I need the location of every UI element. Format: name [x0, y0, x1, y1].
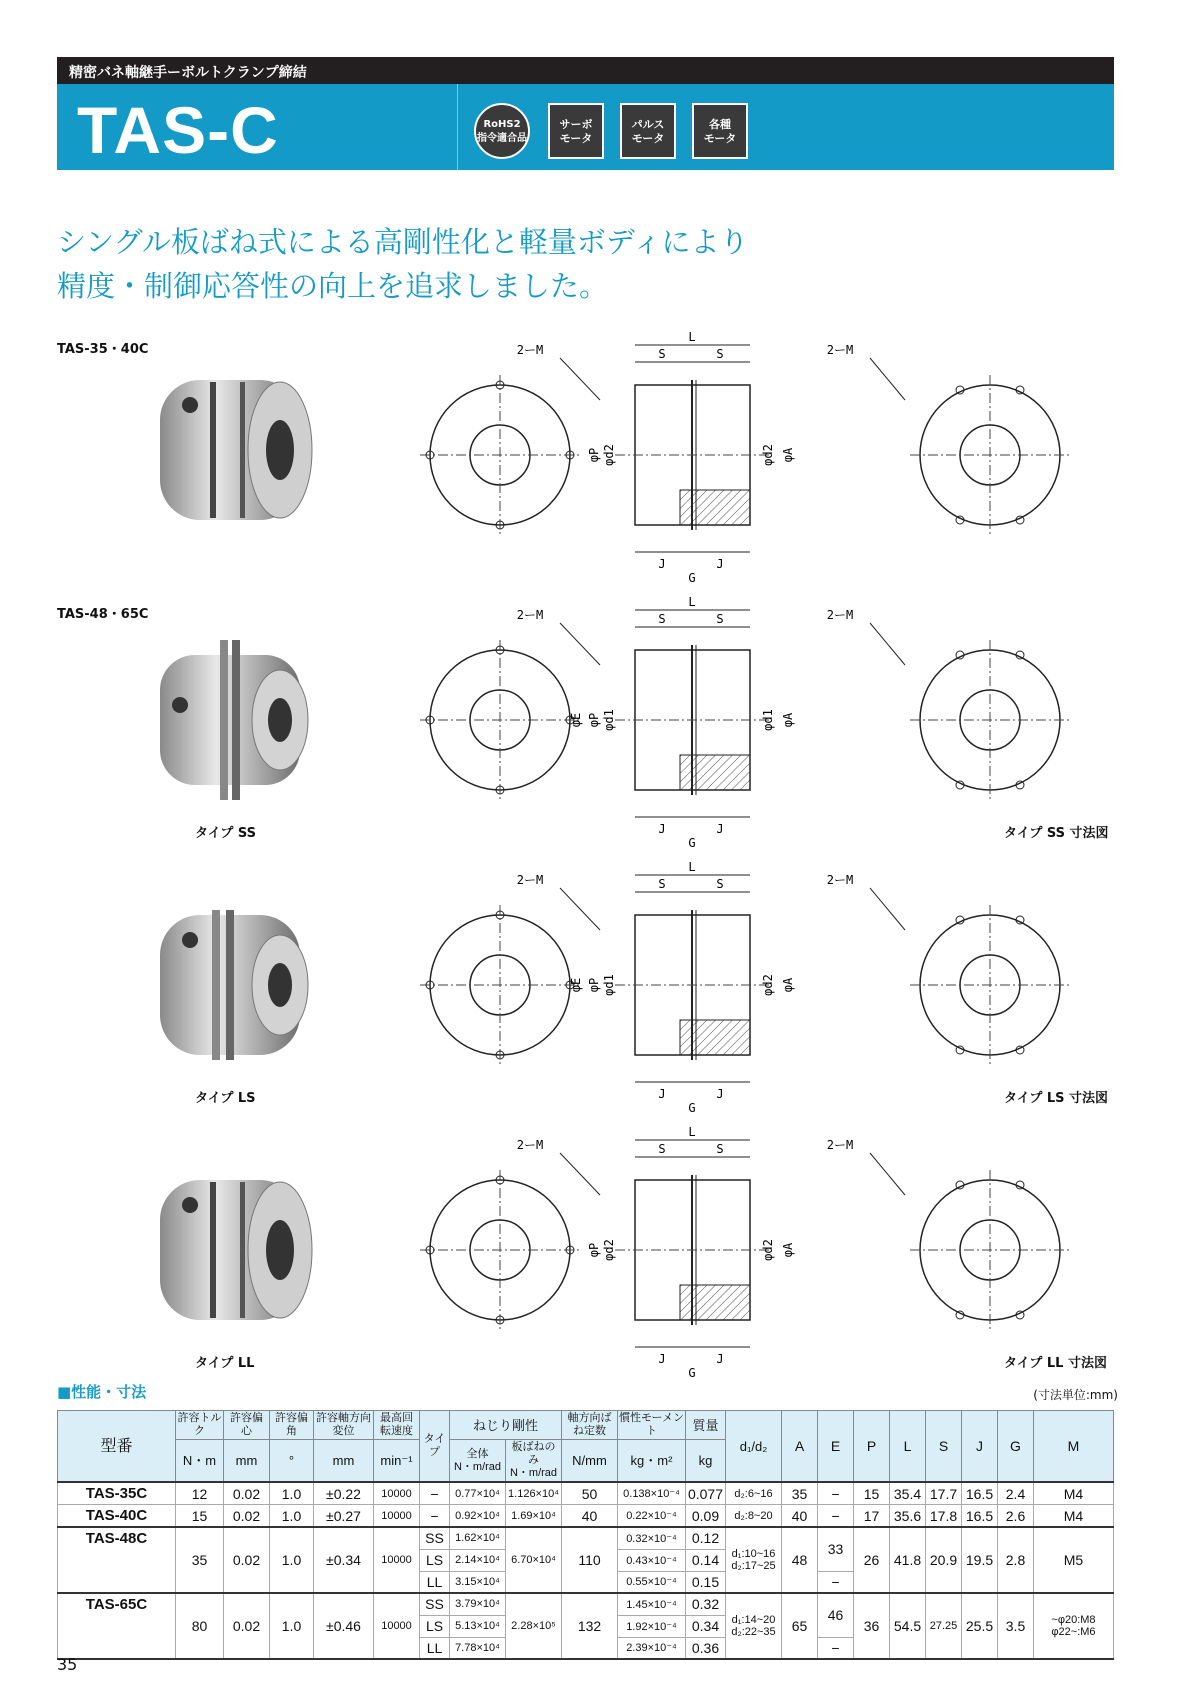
page-number: 35	[57, 1655, 78, 1674]
dim-S-left: S	[658, 1142, 666, 1156]
th-L: L	[890, 1411, 926, 1483]
th-d1d2: d₁/d₂	[726, 1411, 782, 1483]
coupling-photo-ls	[150, 895, 330, 1075]
dim-phiA: φA	[781, 1242, 795, 1258]
caption-type-ls: タイプ LS	[195, 1091, 256, 1106]
section-label-35-40: TAS-35・40C	[57, 342, 149, 357]
th-spring: 軸方向ばね定数	[562, 1411, 618, 1440]
dim-phid-left: φd1	[602, 709, 616, 731]
leader-label-2m-right: 2ーM	[826, 873, 854, 887]
dim-phiE: φE	[569, 977, 583, 993]
dim-S-left: S	[658, 612, 666, 626]
leader-label-2m-left: 2ーM	[516, 343, 544, 357]
dim-L: L	[688, 860, 696, 874]
th-stiff-plate: 板ばねのみ N・m/rad	[506, 1440, 562, 1483]
th-axial-unit: mm	[314, 1440, 374, 1483]
th-S: S	[926, 1411, 962, 1483]
dim-J-left: J	[658, 557, 666, 571]
dim-J-right: J	[716, 1087, 724, 1101]
dim-G: G	[688, 1101, 696, 1115]
dim-caption-ll: タイプ LL 寸法図	[1004, 1356, 1107, 1371]
pulse-motor-badge: パルス モータ	[620, 103, 676, 159]
th-stiff-all: 全体 N・m/rad	[450, 1440, 506, 1483]
dim-S-left: S	[658, 877, 666, 891]
section-label-48-65: TAS-48・65C	[57, 607, 149, 622]
leader-label-2m-left: 2ーM	[516, 608, 544, 622]
coupling-photo-ll	[150, 1160, 330, 1340]
dim-L: L	[688, 330, 696, 344]
th-inertia: 慣性モーメント	[618, 1411, 686, 1440]
th-torque-unit: N・m	[176, 1440, 224, 1483]
table-row-tas65-ls: LS 5.13×10⁴ 1.92×10⁻⁴ 0.34	[58, 1615, 1114, 1637]
dim-S-right: S	[716, 877, 724, 891]
th-speed: 最高回転速度	[374, 1411, 420, 1440]
dim-phiA: φA	[781, 712, 795, 728]
th-torque: 許容トルク	[176, 1411, 224, 1440]
dim-phid-right: φd2	[761, 974, 775, 996]
dim-phiP: φP	[587, 712, 601, 728]
table-row-tas48-ls: LS 2.14×10⁴ 0.43×10⁻⁴ 0.14	[58, 1549, 1114, 1571]
leader-label-2m-right: 2ーM	[826, 608, 854, 622]
tagline	[57, 220, 749, 308]
leader-label-2m-left: 2ーM	[516, 873, 544, 887]
dim-phid-left: φd1	[602, 974, 616, 996]
th-spring-unit: N/mm	[562, 1440, 618, 1483]
dim-J-left: J	[658, 1352, 666, 1366]
th-P: P	[854, 1411, 890, 1483]
category-bar	[57, 57, 1114, 84]
dimension-drawing-1	[400, 330, 1120, 585]
rohs-badge: RoHS2 指令適合品	[474, 103, 530, 159]
spec-title: ■性能・寸法	[57, 1383, 147, 1401]
product-title: TAS-C	[77, 93, 279, 167]
table-row-tas40: TAS-40C 15 0.02 1.0 ±0.27 10000 − 0.92×10⁴ 1.69×10⁴ 40 0.22×10⁻⁴ 0.09 d₂:8~20 40 − 17 35.6 17.8 16.5 2.6 M4	[58, 1505, 1114, 1528]
dim-phiA: φA	[781, 447, 795, 463]
dim-S-left: S	[658, 347, 666, 361]
unit-note: (寸法単位:mm)	[1033, 1388, 1118, 1402]
dim-phiP: φP	[587, 977, 601, 993]
th-J: J	[962, 1411, 998, 1483]
dim-phid-right: φd1	[761, 709, 775, 731]
leader-label-2m-right: 2ーM	[826, 343, 854, 357]
dim-caption-ls: タイプ LS 寸法図	[1004, 1091, 1109, 1106]
dim-phid-right: φd2	[761, 444, 775, 466]
th-G: G	[998, 1411, 1034, 1483]
dim-phiP: φP	[587, 1242, 601, 1258]
dim-caption-ss: タイプ SS 寸法図	[1004, 826, 1109, 841]
th-axial: 許容軸方向変位	[314, 1411, 374, 1440]
dim-S-right: S	[716, 347, 724, 361]
th-mass-unit: kg	[686, 1440, 726, 1483]
table-row-tas35: TAS-35C 12 0.02 1.0 ±0.22 10000 − 0.77×10⁴ 1.126×10⁴ 50 0.138×10⁻⁴ 0.077 d₂:6~16 35 − 15 35.4 17.7 16.5 2.4 M4	[58, 1482, 1114, 1505]
tagline-line1: シングル板ばね式による高剛性化と軽量ボディにより	[57, 225, 749, 259]
table-row-tas48-ss: TAS-48C 35 0.02 1.0 ±0.34 10000 SS 1.62×10⁴ 6.70×10⁴ 110 0.32×10⁻⁴ 0.12 d₁:10~16 d₂:17~25 48 33 26 41.8 20.9 19.5 2.8 M5	[58, 1527, 1114, 1549]
coupling-photo-35	[150, 360, 330, 540]
dim-J-right: J	[716, 1352, 724, 1366]
title-divider	[457, 84, 458, 170]
coupling-photo-ss	[150, 630, 330, 810]
dimension-drawing-3	[400, 860, 1120, 1115]
th-type: タイプ	[420, 1411, 450, 1483]
title-bar	[57, 84, 1114, 170]
th-angle-unit: °	[270, 1440, 314, 1483]
dim-phiE: φE	[569, 712, 583, 728]
dim-phid-right: φd2	[761, 1239, 775, 1261]
table-row-tas65-ll: LL 7.78×10⁴ 2.39×10⁻⁴ 0.36 −	[58, 1637, 1114, 1659]
dim-L: L	[688, 1125, 696, 1139]
dim-J-right: J	[716, 822, 724, 836]
leader-label-2m-left: 2ーM	[516, 1138, 544, 1152]
th-E: E	[818, 1411, 854, 1483]
th-mass: 質量	[686, 1411, 726, 1440]
dimension-drawing-4	[400, 1125, 1120, 1380]
dim-J-left: J	[658, 822, 666, 836]
tagline-line2: 精度・制御応答性の向上を追求しました。	[57, 269, 609, 303]
spec-table	[57, 1410, 1114, 1660]
dim-J-left: J	[658, 1087, 666, 1101]
dim-G: G	[688, 1366, 696, 1380]
category-text: 精密バネ軸継手ーボルトクランプ締結	[69, 65, 307, 81]
header-row-1	[58, 1411, 1114, 1440]
th-M: M	[1034, 1411, 1114, 1483]
th-angle: 許容偏角	[270, 1411, 314, 1440]
dim-phiA: φA	[781, 977, 795, 993]
th-inertia-unit: kg・m²	[618, 1440, 686, 1483]
various-motor-badge: 各種 モータ	[692, 103, 748, 159]
dim-G: G	[688, 571, 696, 585]
dim-S-right: S	[716, 1142, 724, 1156]
caption-type-ss: タイプ SS	[195, 826, 257, 841]
dim-phid-left: φd2	[602, 1239, 616, 1261]
dim-G: G	[688, 836, 696, 850]
dimension-drawing-2	[400, 595, 1120, 850]
th-A: A	[782, 1411, 818, 1483]
th-stiffness: ねじり剛性	[450, 1411, 562, 1440]
table-row-tas48-ll: LL 3.15×10⁴ 0.55×10⁻⁴ 0.15 −	[58, 1571, 1114, 1593]
dim-J-right: J	[716, 557, 724, 571]
table-row-tas65-ss: TAS-65C 80 0.02 1.0 ±0.46 10000 SS 3.79×10⁴ 2.28×10⁵ 132 1.45×10⁻⁴ 0.32 d₁:14~20 d₂:22~35 65 46 36 54.5 27.25 25.5 3.5 ~φ20:M8 φ22~:M6	[58, 1593, 1114, 1615]
th-model: 型番	[58, 1411, 176, 1483]
caption-type-ll: タイプ LL	[195, 1356, 255, 1371]
th-ecc-unit: mm	[224, 1440, 270, 1483]
th-speed-unit: min⁻¹	[374, 1440, 420, 1483]
dim-S-right: S	[716, 612, 724, 626]
servo-motor-badge: サーボ モータ	[548, 103, 604, 159]
leader-label-2m-right: 2ーM	[826, 1138, 854, 1152]
dim-phid-left: φd2	[602, 444, 616, 466]
dim-L: L	[688, 595, 696, 609]
th-ecc: 許容偏心	[224, 1411, 270, 1440]
dim-phiP: φP	[587, 447, 601, 463]
